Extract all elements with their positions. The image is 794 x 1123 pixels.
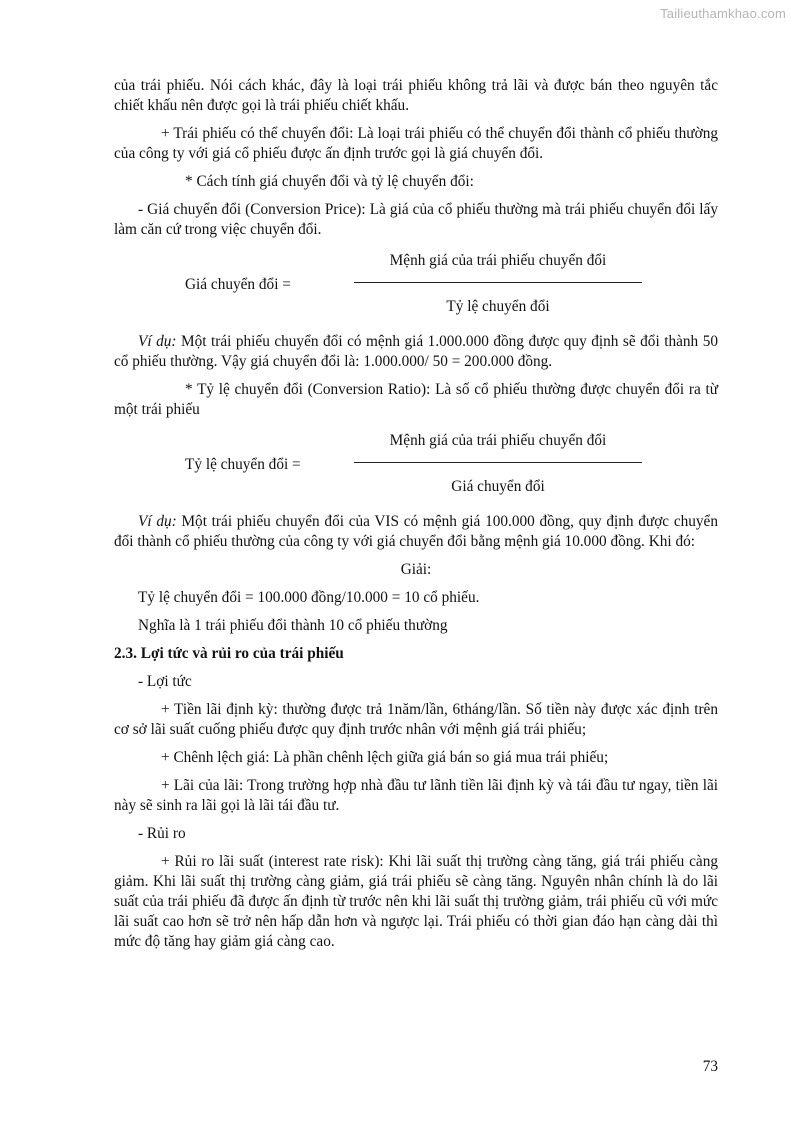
section-heading: 2.3. Lợi tức và rủi ro của trái phiếu: [114, 645, 344, 662]
income-label: - Lợi tức: [138, 673, 192, 690]
formula-numerator: Mệnh giá của trái phiếu chuyển đổi: [389, 252, 607, 269]
fraction-bar: [354, 462, 642, 463]
paragraph-calc-intro: * Cách tính giá chuyển đổi và tỷ lệ chuyển đổi:: [185, 173, 474, 190]
paragraph-discount-bond: của trái phiếu. Nói cách khác, đây là loại trái phiếu không trả lãi và được bán theo nguyên tắc chiết khấu nên được gọi là trái phiếu chiết khấu.: [114, 77, 718, 114]
formula-lhs: Giá chuyển đổi =: [185, 276, 291, 293]
formula-conversion-price: [114, 248, 718, 330]
formula-conversion-ratio: [114, 428, 718, 510]
paragraph-example-1: [114, 332, 718, 372]
income-price-difference: + Chênh lệch giá: Là phần chênh lệch giữa giá bán so giá mua trái phiếu;: [161, 749, 609, 766]
solution-meaning: Nghĩa là 1 trái phiếu đổi thành 10 cổ phiếu thường: [138, 617, 448, 634]
paragraph-conversion-price: - Giá chuyển đổi (Conversion Price): Là giá của cổ phiếu thường mà trái phiếu chuyển đổi lấy làm căn cứ trong việc chuyển đổi.: [114, 201, 718, 238]
solution-label: Giải:: [400, 561, 432, 578]
income-periodic-interest: + Tiền lãi định kỳ: thường được trả 1năm/lần, 6tháng/lần. Số tiền này được xác định trên cơ sở lãi suất cuống phiếu được quy định trước nhân với mệnh giá trái phiếu;: [114, 701, 718, 738]
income-interest-on-interest: + Lãi của lãi: Trong trường hợp nhà đầu tư lãnh tiền lãi định kỳ và tái đầu tư ngay, tiền lãi này sẽ sinh ra lãi gọi là lãi tái đầu tư.: [114, 777, 718, 814]
fraction-bar: [354, 282, 642, 283]
document-body: [114, 76, 718, 960]
example-text: Một trái phiếu chuyển đổi có mệnh giá 1.000.000 đồng được quy định sẽ đổi thành 50 cổ phiếu thường. Vậy giá chuyển đổi là: 1.000.000/ 50 = 200.000 đồng.: [114, 333, 718, 370]
risk-label: - Rủi ro: [138, 825, 186, 842]
page-number: 73: [702, 1058, 718, 1075]
example-label: Ví dụ:: [138, 333, 177, 350]
example-label: Ví dụ:: [138, 513, 177, 530]
risk-interest-rate: + Rủi ro lãi suất (interest rate risk): Khi lãi suất thị trường càng tăng, giá trái phiếu càng giảm. Khi lãi suất thị trường càng giảm, giá trái phiếu sẽ càng tăng. Nguyên nhân chính là do lãi suất của trái phiếu đã được ấn định từ trước nên khi lãi suất thị trường giảm, trái phiếu cũ với mức lãi suất cao hơn sẽ trở nên hấp dẫn hơn và ngược lại. Trái phiếu có thời gian đáo hạn càng dài thì mức độ tăng hay giảm giá càng cao.: [114, 853, 718, 950]
solution-line: Tỷ lệ chuyển đổi = 100.000 đồng/10.000 = 10 cổ phiếu.: [138, 589, 480, 606]
formula-lhs: Tỷ lệ chuyển đổi =: [185, 456, 301, 473]
paragraph-conversion-ratio: * Tỷ lệ chuyển đổi (Conversion Ratio): Là số cổ phiếu thường được chuyển đổi ra từ một trái phiếu: [114, 381, 718, 418]
example-text: Một trái phiếu chuyển đổi của VIS có mệnh giá 100.000 đồng, quy định được chuyển đổi thành cổ phiếu thường của công ty với giá chuyển đổi bằng mệnh giá 10.000 đồng. Khi đó:: [114, 513, 718, 550]
formula-denominator: Giá chuyển đổi: [451, 478, 545, 495]
watermark: Tailieuthamkhao.com: [660, 6, 786, 21]
formula-numerator: Mệnh giá của trái phiếu chuyển đổi: [389, 432, 607, 449]
formula-denominator: Tỷ lệ chuyển đổi: [446, 298, 550, 315]
paragraph-example-2: [114, 512, 718, 552]
paragraph-convertible-bond: + Trái phiếu có thể chuyển đổi: Là loại trái phiếu có thể chuyển đổi thành cổ phiếu thường của công ty với giá cổ phiếu được ấn định trước gọi là giá chuyển đổi.: [114, 125, 718, 162]
